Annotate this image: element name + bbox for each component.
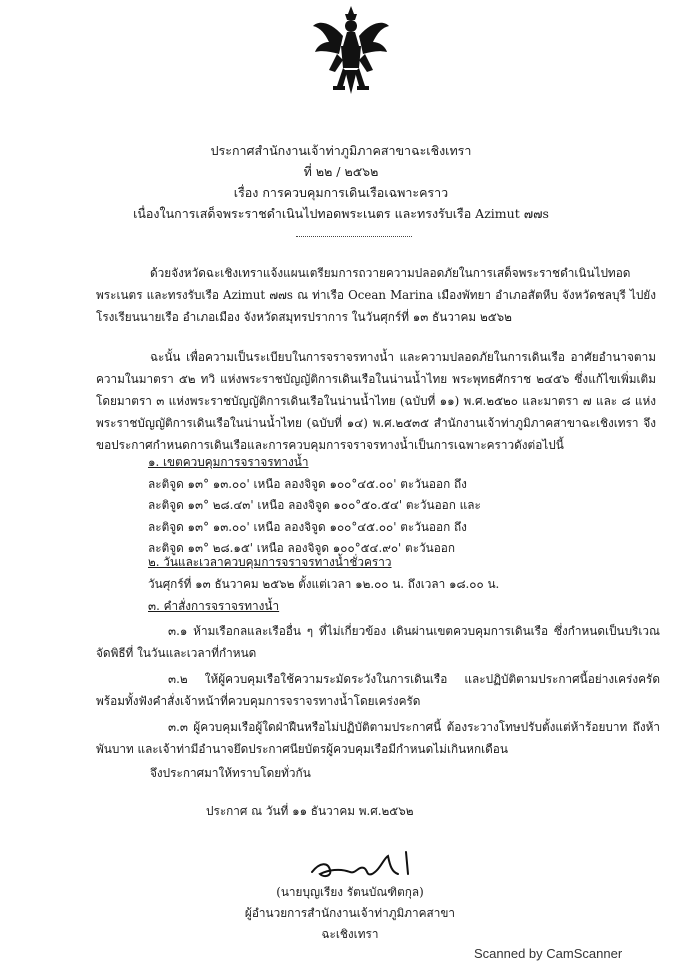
announcement-number: ที่ ๒๒ / ๒๕๖๒ (303, 164, 379, 179)
date-time-text: วันศุกร์ที่ ๑๓ ธันวาคม ๒๕๖๒ ตั้งแต่เวลา ๑๒.๐๐ น. ถึงเวลา ๑๘.๐๐ น. (148, 576, 500, 591)
occasion-line: เนื่องในการเสด็จพระราชดำเนินไปทอดพระเนตร และทรงรับเรือ Azimut ๗๗s (133, 206, 549, 221)
paragraph-background (96, 262, 656, 328)
order-item: ๓.๓ ผู้ควบคุมเรือผู้ใดฝ่าฝืนหรือไม่ปฏิบัติตามประกาศนี้ ต้องระวางโทษปรับตั้งแต่ห้าร้อยบาท ถึงห้าพันบาท และเจ้าท่ามีอำนาจยึดประกาศนียบัตรผู้ควบคุมเรือมีกำหนดไม่เกินหกเดือน (96, 720, 660, 756)
scanner-watermark: Scanned by CamScanner (474, 946, 623, 961)
signer-block (220, 882, 480, 945)
paragraph-text: ฉะนั้น เพื่อความเป็นระเบียบในการจราจรทางน้ำ และความปลอดภัยในการเดินเรือ อาศัยอำนาจตามความในมาตรา ๕๒ ทวิ แห่งพระราชบัญญัติการเดินเรือในน่านน้ำไทย พระพุทธศักราช ๒๔๕๖ ซึ่งแก้ไขเพิ่มเติมโดยมาตรา ๓ แห่งพระราชบัญญัติการเดินเรือในน่านน้ำไทย (ฉบับที่ ๑๑) พ.ศ.๒๕๒๐ และมาตรา ๗ และ ๘ แห่งพระราชบัญญัติการเดินเรือในน่านน้ำไทย (ฉบับที่ ๑๔) พ.ศ.๒๕๓๕ สำนักงานเจ้าท่าภูมิภาคสาขาฉะเชิงเทรา จึงขอประกาศกำหนดการเดินเรือและการควบคุมการจราจรทางน้ำเป็นการเฉพาะคราวดังต่อไปนี้ (96, 350, 656, 452)
paragraph-authority (96, 346, 656, 456)
section-control-zone (148, 452, 668, 560)
orders-list (96, 620, 660, 760)
handwritten-signature (306, 844, 426, 884)
paragraph-text: ด้วยจังหวัดฉะเชิงเทราแจ้งแผนเตรียมการถวายความปลอดภัยในการเสด็จพระราชดำเนินไปทอดพระเนตร และทรงรับเรือ Azimut ๗๗s ณ ท่าเรือ Ocean Marina เมืองพัทยา อำเภอสัตหีบ จังหวัดชลบุรี ไปยังโรงเรียนนายเรือ อำเภอเมือง จังหวัดสมุทรปราการ ในวันศุกร์ที่ ๑๓ ธันวาคม ๒๕๖๒ (96, 266, 656, 324)
section-date-time (148, 552, 668, 595)
signer-title: ผู้อำนวยการสำนักงานเจ้าท่าภูมิภาคสาขาฉะเชิงเทรา (244, 906, 456, 941)
section-heading: ๓. คำสั่งการจราจรทางน้ำ (148, 599, 280, 613)
section-heading: ๑. เขตควบคุมการจราจรทางน้ำ (148, 455, 309, 469)
coordinate-line: ละติจูด ๑๓° ๒๘.๑๕' เหนือ ลองจิจูด ๑๐๐°๕๔.๙๐' ตะวันออก (148, 541, 456, 555)
coordinate-line: ละติจูด ๑๓° ๑๓.๐๐' เหนือ ลองจิจูด ๑๐๐°๔๕.๐๐' ตะวันออก ถึง (148, 476, 467, 491)
signer-name: (นายบุญเรียง รัตนบัณฑิตกุล) (276, 885, 424, 899)
garuda-emblem (311, 4, 391, 100)
dated-line: ประกาศ ณ วันที่ ๑๑ ธันวาคม พ.ศ.๒๕๖๒ (206, 804, 414, 818)
announcement-header (0, 140, 682, 224)
section-heading: ๒. วันและเวลาควบคุมการจราจรทางน้ำชั่วคราว (148, 555, 392, 569)
order-item: ๓.๑ ห้ามเรือกลและเรืออื่น ๆ ที่ไม่เกี่ยวข้อง เดินผ่านเขตควบคุมการเดินเรือ ซึ่งกำหนดเป็นบริเวณจัดพิธีที่ ในวันและเวลาที่กำหนด (96, 624, 660, 660)
closing-line: จึงประกาศมาให้ทราบโดยทั่วกัน (150, 766, 311, 780)
dotted-divider (296, 236, 412, 237)
order-item: ๓.๒ ให้ผู้ควบคุมเรือใช้ความระมัดระวังในการเดินเรือ และปฏิบัติตามประกาศนี้อย่างเคร่งครัด พร้อมทั้งฟังคำสั่งเจ้าหน้าที่ควบคุมการจราจรทางน้ำโดยเคร่งครัด (96, 672, 660, 708)
coordinate-line: ละติจูด ๑๓° ๒๘.๔๓' เหนือ ลองจิจูด ๑๐๐°๕๐.๕๔' ตะวันออก และ (148, 498, 481, 512)
issuer-title: ประกาศสำนักงานเจ้าท่าภูมิภาคสาขาฉะเชิงเทรา (210, 143, 472, 158)
coordinate-line: ละติจูด ๑๓° ๑๓.๐๐' เหนือ ลองจิจูด ๑๐๐°๔๕.๐๐' ตะวันออก ถึง (148, 519, 467, 534)
section-orders (148, 596, 668, 618)
subject-line: เรื่อง การควบคุมการเดินเรือเฉพาะคราว (233, 185, 449, 200)
